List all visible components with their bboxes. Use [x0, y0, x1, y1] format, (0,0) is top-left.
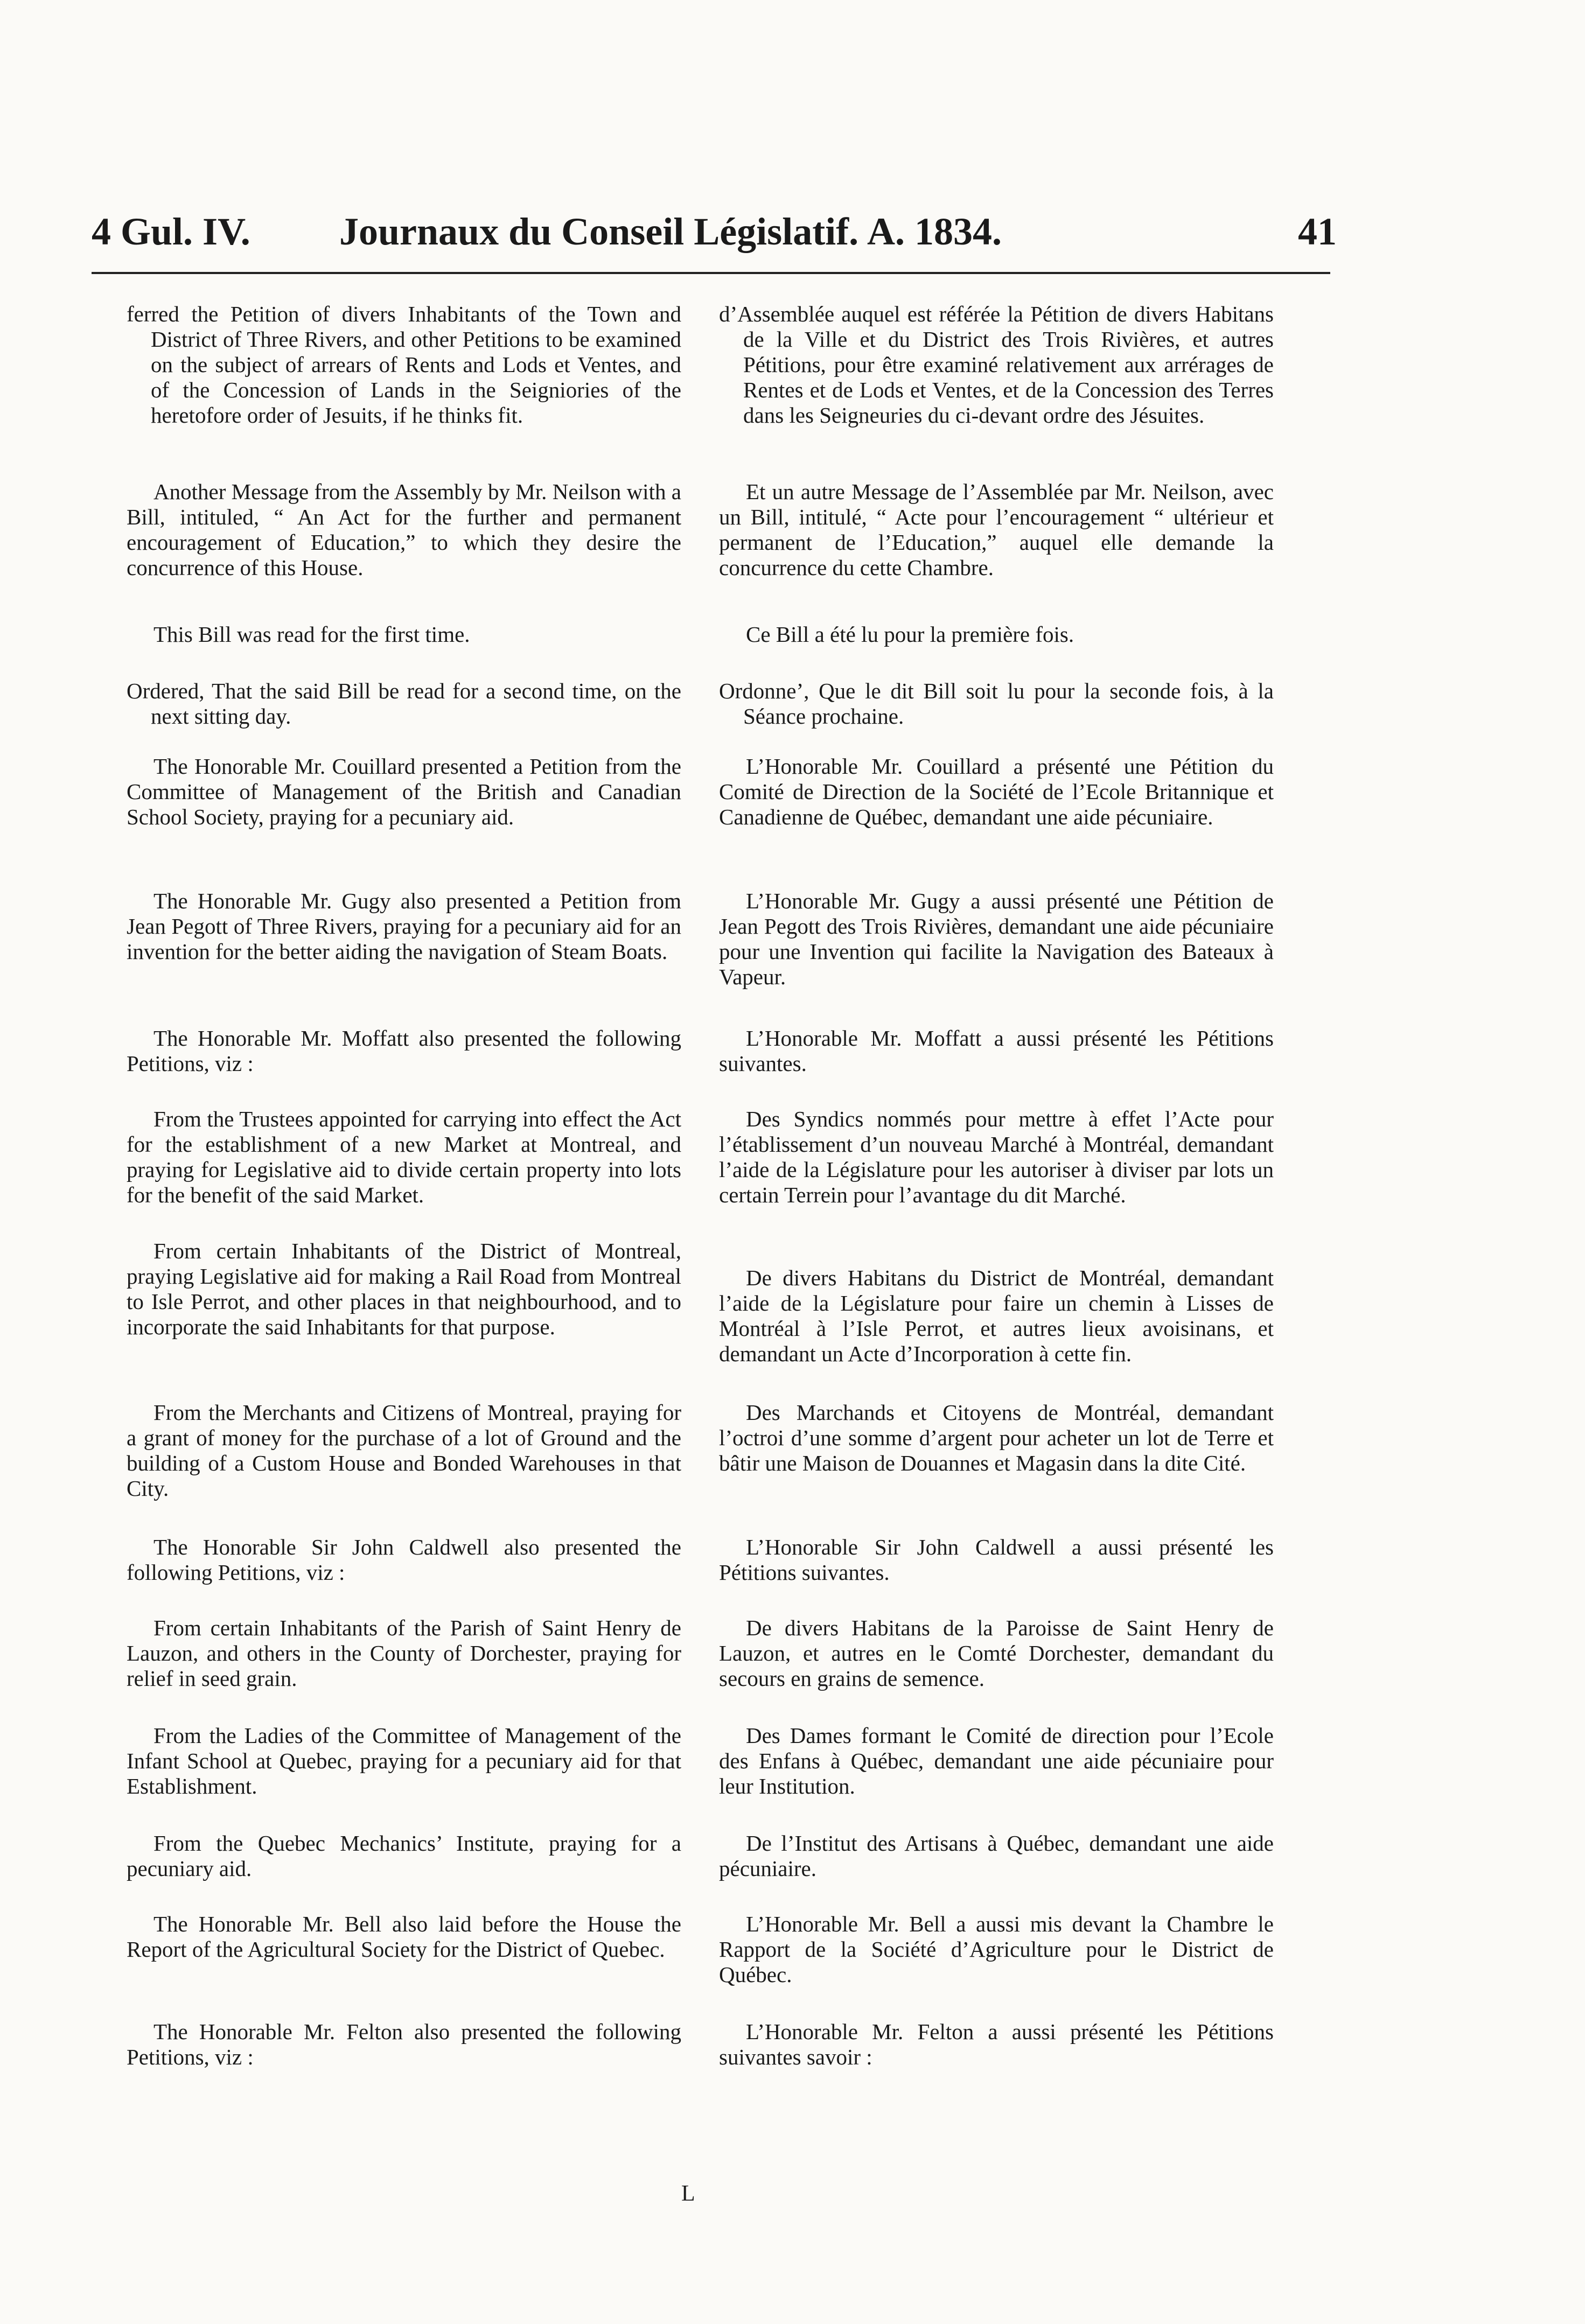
french-paragraph: L’Honorable Mr. Couillard a présenté une Pétition du Comité de Direction de la Société de l’Ecole Britannique et Canadienne de Québec, demandant une aide pécuniaire. [719, 754, 1274, 829]
english-paragraph: Another Message from the Assembly by Mr. Neilson with a Bill, intituled, “ An Act for the further and permanent encouragement of Education,” to which they desire the concurrence of this House. [127, 479, 681, 580]
french-paragraph: Des Dames formant le Comité de direction pour l’Ecole des Enfans à Québec, demandant une aide pécuniaire pour leur Institution. [719, 1723, 1274, 1798]
french-paragraph: L’Honorable Mr. Gugy a aussi présenté une Pétition de Jean Pegott des Trois Rivières, demandant une aide pécuniaire pour une Invention qui facilite la Navigation des Bateaux à Vapeur. [719, 888, 1274, 989]
english-paragraph: From the Trustees appointed for carrying into effect the Act for the establishment of a new Market at Montreal, and praying for Legislative aid to divide certain property into lots for the benefit of the said Market. [127, 1107, 681, 1207]
french-paragraph: Ce Bill a été lu pour la première fois. [746, 622, 1074, 647]
header-rule [92, 272, 1330, 274]
english-paragraph: Ordered, That the said Bill be read for a second time, on the next sitting day. [127, 678, 681, 729]
calendar-year: A. 1834. [867, 210, 1002, 253]
english-paragraph: The Honorable Mr. Couillard presented a Petition from the Committee of Management of the British and Canadian School Society, praying for a pecuniary aid. [127, 754, 681, 829]
french-paragraph: Des Marchands et Citoyens de Montréal, demandant l’octroi d’une somme d’argent pour acheter un lot de Terre et bâtir une Maison de Douannes et Magasin dans la dite Cité. [719, 1400, 1274, 1475]
french-paragraph: L’Honorable Mr. Bell a aussi mis devant la Chambre le Rapport de la Société d’Agriculture pour le District de Québec. [719, 1912, 1274, 1987]
english-paragraph: The Honorable Mr. Bell also laid before the House the Report of the Agricultural Society for the District of Quebec. [127, 1912, 681, 1962]
english-paragraph: From certain Inhabitants of the Parish of Saint Henry de Lauzon, and others in the County of Dorchester, praying for relief in seed grain. [127, 1615, 681, 1691]
french-paragraph: De l’Institut des Artisans à Québec, demandant une aide pécuniaire. [719, 1831, 1274, 1881]
french-paragraph: De divers Habitans du District de Montréal, demandant l’aide de la Législature pour faire un chemin à Lisses de Montréal à l’Isle Perrot, et autres lieux avoisinans, et demandant un Acte d’Incorporation à cette fin. [719, 1265, 1274, 1366]
french-paragraph: d’Assemblée auquel est référée la Pétition de divers Habitans de la Ville et du District des Trois Rivières, et autres Pétitions, pour être examiné relativement aux arrérages de Rentes et de Lods et Ventes, et de la Concession des Terres dans les Seigneuries du ci-devant ordre des Jésuites. [719, 302, 1274, 428]
english-paragraph: From certain Inhabitants of the District of Montreal, praying Legislative aid for making a Rail Road from Montreal to Isle Perrot, and other places in that neighbourhood, and to incorporate the said Inhabitants for that purpose. [127, 1238, 681, 1339]
page-number: 41 [1298, 210, 1337, 253]
french-paragraph: Et un autre Message de l’Assemblée par Mr. Neilson, avec un Bill, intitulé, “ Acte pour l’encouragement “ ultérieur et permanent de l’Education,” auquel elle demande la concurrence du cette Chambre. [719, 479, 1274, 580]
french-paragraph: L’Honorable Mr. Felton a aussi présenté les Pétitions suivantes savoir : [719, 2019, 1274, 2069]
english-paragraph: The Honorable Mr. Moffatt also presented the following Petitions, viz : [127, 1026, 681, 1076]
regnal-year: 4 Gul. IV. [92, 210, 250, 253]
english-paragraph: From the Quebec Mechanics’ Institute, praying for a pecuniary aid. [127, 1831, 681, 1881]
english-paragraph: ferred the Petition of divers Inhabitants of the Town and District of Three Rivers, and other Petitions to be examined on the subject of arrears of Rents and Lods et Ventes, and of the Concession of Lands in the Seigniories of the heretofore order of Jesuits, if he thinks fit. [127, 302, 681, 428]
english-paragraph: From the Merchants and Citizens of Montreal, praying for a grant of money for the purchase of a lot of Ground and the building of a Custom House and Bonded Warehouses in that City. [127, 1400, 681, 1501]
french-paragraph: Des Syndics nommés pour mettre à effet l’Acte pour l’établissement d’un nouveau Marché à Montréal, demandant l’aide de la Législature pour les autoriser à diviser par lots un certain Terrein pour l’avantage du dit Marché. [719, 1107, 1274, 1207]
page-header [92, 199, 1337, 264]
french-paragraph: L’Honorable Mr. Moffatt a aussi présenté les Pétitions suivantes. [719, 1026, 1274, 1076]
french-paragraph: Ordonne’, Que le dit Bill soit lu pour la seconde fois, à la Séance prochaine. [719, 678, 1274, 729]
english-paragraph: From the Ladies of the Committee of Management of the Infant School at Quebec, praying for a pecuniary aid for that Establishment. [127, 1723, 681, 1798]
french-paragraph: De divers Habitans de la Paroisse de Saint Henry de Lauzon, et autres en le Comté Dorchester, demandant du secours en grains de semence. [719, 1615, 1274, 1691]
english-paragraph: The Honorable Mr. Gugy also presented a Petition from Jean Pegott of Three Rivers, praying for a pecuniary aid for an invention for the better aiding the navigation of Steam Boats. [127, 888, 681, 964]
french-paragraph: L’Honorable Sir John Caldwell a aussi présenté les Pétitions suivantes. [719, 1535, 1274, 1585]
english-paragraph: The Honorable Mr. Felton also presented the following Petitions, viz : [127, 2019, 681, 2069]
english-paragraph: The Honorable Sir John Caldwell also presented the following Petitions, viz : [127, 1535, 681, 1585]
journal-title: Journaux du Conseil Législatif. [339, 210, 859, 253]
signature-mark: L [681, 2181, 695, 2206]
english-paragraph: This Bill was read for the first time. [153, 622, 470, 647]
